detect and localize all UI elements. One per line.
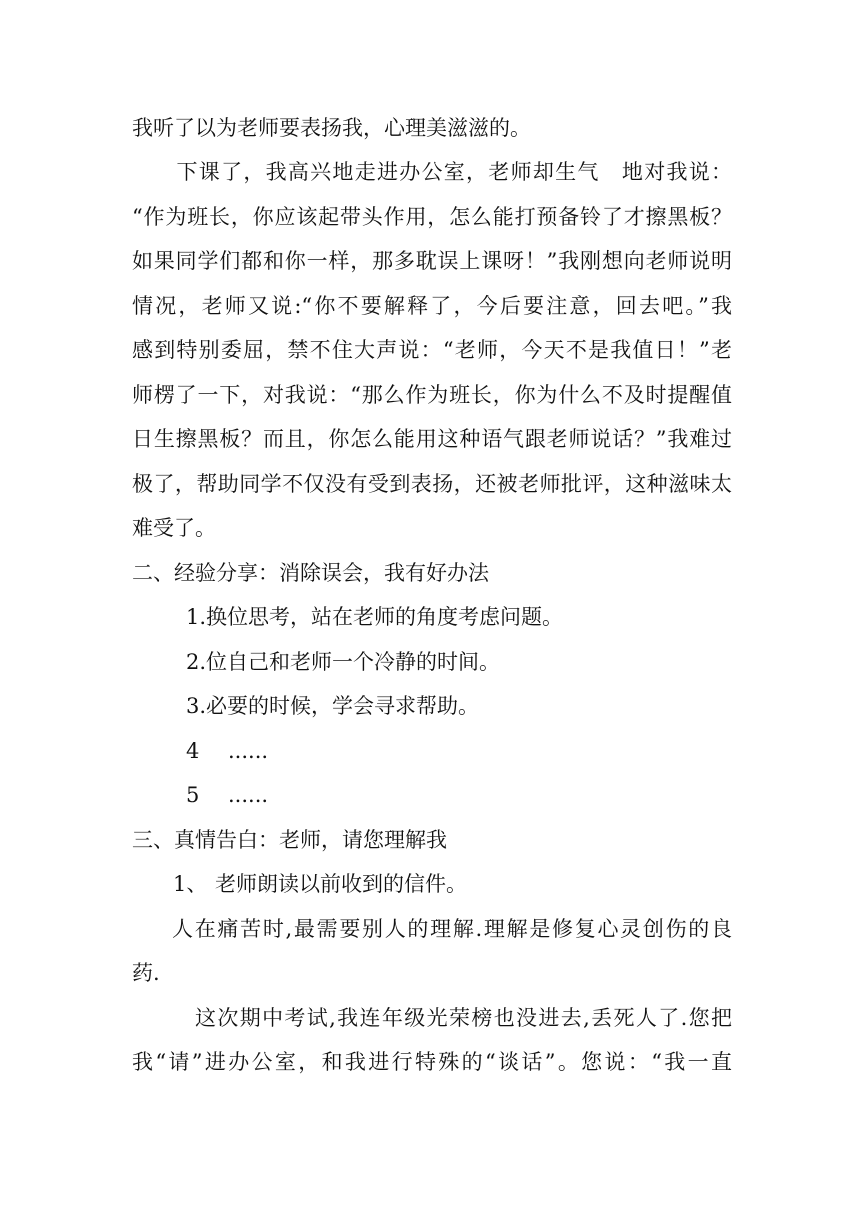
body-line: 师楞了一下，对我说：“那么作为班长，你为什么不及时提醒值: [132, 383, 732, 407]
letter-line: 药.: [132, 961, 160, 985]
section-heading: 二、经验分享：消除误会，我有好办法: [132, 561, 489, 585]
method-item: 1.换位思考，站在老师的角度考虑问题。: [186, 605, 564, 629]
method-item: 3.必要的时候，学会寻求帮助。: [186, 694, 480, 718]
body-line: 极了，帮助同学不仅没有受到表扬，还被老师批评，这种滋味太: [132, 472, 732, 496]
list-text: 老师朗读以前收到的信件。: [215, 872, 467, 896]
letter-line: 我“请”进办公室，和我进行特殊的“谈话”。您说：“我一直: [132, 1050, 732, 1074]
method-number: 5: [186, 783, 200, 807]
body-line: 下课了，我高兴地走进办公室，老师却生气 地对我说：: [132, 160, 732, 184]
method-number: 4: [186, 739, 200, 763]
letter-line: 这次期中考试,我连年级光荣榜也没进去,丢死人了.您把: [195, 1006, 732, 1030]
section-heading: 三、真情告白：老师，请您理解我: [132, 828, 447, 852]
list-item: [173, 869, 732, 899]
letter-line: 人在痛苦时,最需要别人的理解.理解是修复心灵创伤的良: [172, 917, 732, 941]
body-line: “作为班长，你应该起带头作用，怎么能打预备铃了才擦黑板？: [132, 205, 732, 229]
method-text: ......: [228, 783, 269, 807]
method-text: ......: [228, 739, 269, 763]
body-line: 我听了以为老师要表扬我，心理美滋滋的。: [132, 116, 531, 140]
body-line: 日生擦黑板？而且，你怎么能用这种语气跟老师说话？”我难过: [132, 427, 732, 451]
method-item: 2.位自己和老师一个冷静的时间。: [186, 650, 501, 674]
body-line: 感到特别委屈，禁不住大声说：“老师，今天不是我值日！”老: [132, 338, 732, 362]
body-line: 难受了。: [132, 516, 216, 540]
method-item: [186, 780, 732, 810]
method-item: [186, 736, 732, 766]
body-line: 如果同学们都和你一样，那多耽误上课呀！”我刚想向老师说明: [132, 249, 732, 273]
body-line: 情况，老师又说:“你不要解释了，今后要注意，回去吧。”我: [132, 294, 732, 318]
list-number: 1、: [173, 872, 208, 896]
